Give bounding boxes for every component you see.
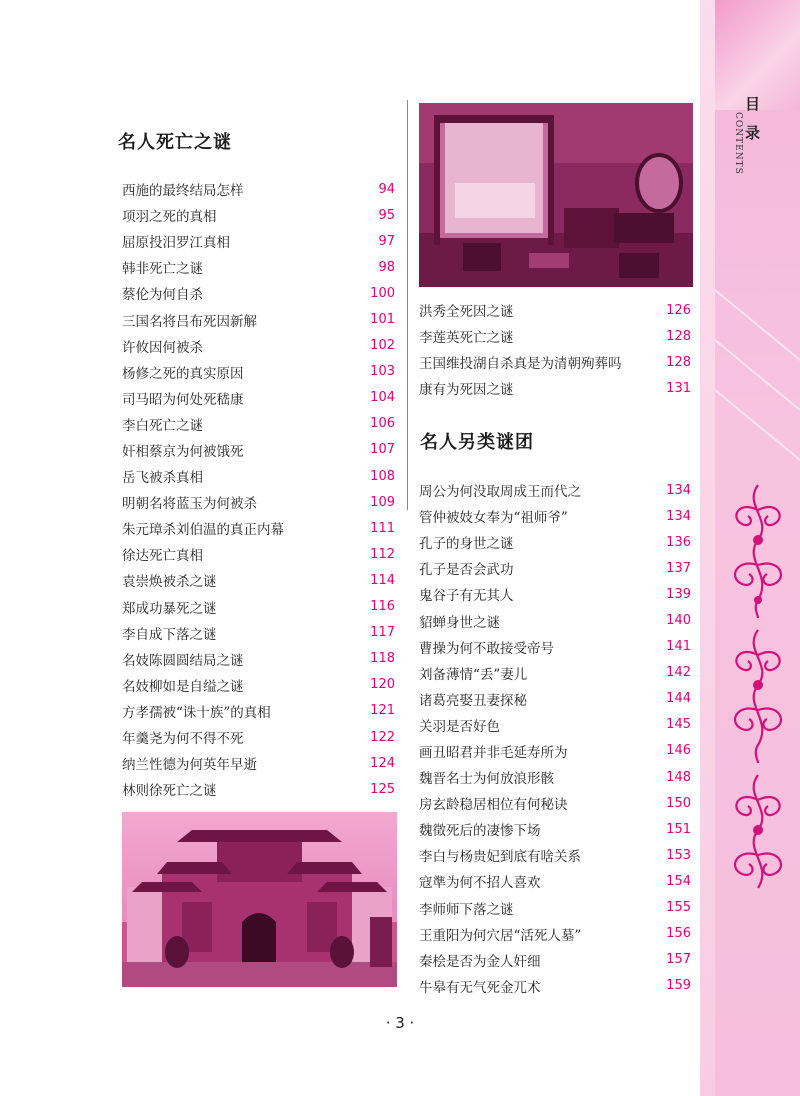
toc-entry[interactable]	[419, 764, 691, 790]
toc-entry-title: 项羽之死的真相	[122, 209, 217, 226]
toc-entry[interactable]	[122, 333, 395, 359]
toc-entry-page: 153	[666, 847, 691, 863]
toc-entry[interactable]	[419, 842, 691, 868]
toc-entry-title: 杨修之死的真实原因	[122, 365, 244, 382]
toc-entry[interactable]	[122, 228, 395, 254]
toc-entry-page: 141	[666, 639, 691, 655]
toc-entry-page: 157	[666, 952, 691, 968]
toc-entry[interactable]	[419, 375, 691, 401]
toc-entry-title: 司马昭为何处死嵇康	[122, 391, 244, 408]
toc-entry-title: 貂蝉身世之谜	[419, 614, 500, 631]
toc-entry-title: 寇準为何不招人喜欢	[419, 875, 541, 892]
toc-entry[interactable]	[122, 411, 395, 437]
toc-entry-page: 95	[378, 207, 395, 223]
toc-entry-title: 纳兰性德为何英年早逝	[122, 757, 257, 774]
toc-entry[interactable]	[419, 816, 691, 842]
toc-entry-title: 方孝孺被“诛十族”的真相	[122, 704, 271, 721]
toc-entry[interactable]	[419, 634, 691, 660]
toc-entry-title: 周公为何没取周成王而代之	[419, 484, 581, 501]
toc-entry-title: 房玄龄稳居相位有何秘诀	[419, 797, 568, 814]
toc-entry-title: 林则徐死亡之谜	[122, 783, 217, 800]
toc-entry-page: 103	[370, 364, 395, 380]
toc-entry-page: 117	[370, 625, 395, 641]
toc-entry[interactable]	[122, 254, 395, 280]
floral-ornament-icon	[718, 625, 798, 765]
toc-entry-title: 名妓陈圆圆结局之谜	[122, 652, 244, 669]
toc-entry[interactable]	[122, 724, 395, 750]
toc-entry-page: 108	[370, 468, 395, 484]
toc-entry-page: 131	[666, 380, 691, 396]
toc-entry-page: 102	[370, 338, 395, 354]
toc-entry[interactable]	[419, 712, 691, 738]
toc-entry-title: 徐达死亡真相	[122, 548, 203, 565]
toc-entry[interactable]	[419, 686, 691, 712]
toc-entry[interactable]	[419, 581, 691, 607]
toc-entry-page: 148	[666, 769, 691, 785]
toc-entry-title: 李白死亡之谜	[122, 417, 203, 434]
toc-entry-title: 魏徵死后的凄惨下场	[419, 823, 541, 840]
toc-entry[interactable]	[122, 672, 395, 698]
toc-entry-page: 144	[666, 691, 691, 707]
toc-entry[interactable]	[122, 437, 395, 463]
floral-ornament-icon	[718, 480, 798, 620]
toc-entry-page: 156	[666, 926, 691, 942]
toc-entry-title: 鬼谷子有无其人	[419, 588, 514, 605]
toc-entry-page: 98	[378, 259, 395, 275]
toc-entry-title: 康有为死因之谜	[419, 382, 514, 399]
page-number: · 3 ·	[385, 1014, 415, 1032]
toc-entry-title: 洪秀全死因之谜	[419, 304, 514, 321]
toc-entry-page: 100	[370, 285, 395, 301]
toc-entry-page: 155	[666, 900, 691, 916]
toc-entry[interactable]	[419, 477, 691, 503]
section-heading-deaths: 名人死亡之谜	[118, 132, 232, 153]
toc-entry[interactable]	[122, 776, 395, 802]
toc-entry-title: 李莲英死亡之谜	[419, 330, 514, 347]
toc-entry-page: 97	[378, 233, 395, 249]
toc-entry-title: 名妓柳如是自缢之谜	[122, 678, 244, 695]
toc-entry[interactable]	[122, 541, 395, 567]
toc-entry[interactable]	[419, 921, 691, 947]
toc-entry-page: 109	[370, 494, 395, 510]
toc-entry[interactable]	[419, 660, 691, 686]
toc-entry-title: 韩非死亡之谜	[122, 261, 203, 278]
toc-entry[interactable]	[122, 463, 395, 489]
toc-entry-page: 140	[666, 613, 691, 629]
section-heading-other-mysteries: 名人另类谜团	[420, 432, 534, 453]
sidebar-title: 目录	[743, 96, 761, 154]
toc-entry-title: 王重阳为何穴居“活死人墓”	[419, 927, 582, 944]
toc-entry[interactable]	[122, 567, 395, 593]
toc-entry-page: 128	[666, 328, 691, 344]
toc-entry-title: 诸葛亮娶丑妻探秘	[419, 692, 527, 709]
toc-entry[interactable]	[419, 323, 691, 349]
toc-entry-page: 139	[666, 586, 691, 602]
toc-entry[interactable]	[122, 359, 395, 385]
bedroom-photo	[419, 103, 693, 287]
toc-entry-title: 管仲被妓女奉为“祖师爷”	[419, 510, 568, 527]
toc-entry[interactable]	[419, 973, 691, 999]
toc-entry-page: 145	[666, 717, 691, 733]
toc-entry-title: 奸相蔡京为何被饿死	[122, 443, 244, 460]
toc-entry-page: 106	[370, 416, 395, 432]
toc-entry[interactable]	[419, 529, 691, 555]
toc-entry[interactable]	[419, 349, 691, 375]
toc-entry[interactable]	[419, 738, 691, 764]
toc-entry-title: 朱元璋杀刘伯温的真正内幕	[122, 522, 284, 539]
toc-entry-title: 李白与杨贵妃到底有啥关系	[419, 849, 581, 866]
toc-entry-page: 124	[370, 755, 395, 771]
toc-entry-page: 116	[370, 599, 395, 615]
toc-entry-title: 李自成下落之谜	[122, 626, 217, 643]
sidebar-subtitle: CONTENTS	[733, 112, 743, 175]
toc-entry-title: 牛皋有无气死金兀术	[419, 979, 541, 996]
toc-entry[interactable]	[419, 790, 691, 816]
toc-list-deaths-continued	[419, 297, 691, 401]
toc-entry-title: 年羹尧为何不得不死	[122, 731, 244, 748]
toc-entry-page: 142	[666, 665, 691, 681]
toc-entry[interactable]	[122, 646, 395, 672]
toc-entry-title: 岳飞被杀真相	[122, 470, 203, 487]
floral-ornament-icon	[718, 770, 798, 900]
toc-entry[interactable]	[419, 555, 691, 581]
toc-entry-title: 秦桧是否为金人奸细	[419, 953, 541, 970]
toc-entry[interactable]	[122, 750, 395, 776]
toc-entry-page: 122	[370, 729, 395, 745]
toc-entry-page: 121	[370, 703, 395, 719]
column-divider	[407, 100, 408, 510]
toc-entry-page: 159	[666, 978, 691, 994]
toc-entry-title: 西施的最终结局怎样	[122, 183, 244, 200]
toc-entry-title: 许攸因何被杀	[122, 339, 203, 356]
toc-entry-page: 146	[666, 743, 691, 759]
diagonal-lines-decoration	[715, 250, 800, 490]
toc-entry-title: 孔子的身世之谜	[419, 536, 514, 553]
toc-entry-page: 137	[666, 560, 691, 576]
toc-entry[interactable]	[419, 895, 691, 921]
toc-entry-page: 134	[666, 508, 691, 524]
toc-entry-title: 刘备薄情“丢”妻儿	[419, 666, 528, 683]
toc-list-other-mysteries	[419, 477, 691, 999]
toc-entry-title: 魏晋名士为何放浪形骸	[419, 771, 554, 788]
toc-entry[interactable]	[419, 868, 691, 894]
toc-entry-page: 112	[370, 546, 395, 562]
toc-entry[interactable]	[122, 176, 395, 202]
toc-entry-page: 120	[370, 677, 395, 693]
toc-entry-page: 126	[666, 302, 691, 318]
gate-photo	[122, 812, 397, 987]
toc-entry-title: 郑成功暴死之谜	[122, 600, 217, 617]
toc-entry[interactable]	[419, 503, 691, 529]
toc-entry[interactable]	[122, 515, 395, 541]
toc-entry-title: 李师师下落之谜	[419, 901, 514, 918]
toc-entry-page: 104	[370, 390, 395, 406]
toc-entry[interactable]	[122, 280, 395, 306]
toc-entry[interactable]	[419, 947, 691, 973]
toc-entry-page: 94	[378, 181, 395, 197]
toc-entry[interactable]	[122, 620, 395, 646]
toc-entry[interactable]	[122, 594, 395, 620]
side-band-top	[715, 0, 800, 110]
toc-entry-title: 王国维投湖自杀真是为清朝殉葬吗	[419, 356, 622, 373]
toc-entry-title: 袁崇焕被杀之谜	[122, 574, 217, 591]
toc-entry-title: 三国名将吕布死因新解	[122, 313, 257, 330]
toc-entry[interactable]	[122, 489, 395, 515]
toc-entry[interactable]	[122, 385, 395, 411]
toc-entry-page: 118	[370, 651, 395, 667]
toc-entry-page: 107	[370, 442, 395, 458]
toc-entry-page: 114	[370, 572, 395, 588]
toc-entry-title: 曹操为何不敢接受帝号	[419, 640, 554, 657]
toc-entry[interactable]	[122, 306, 395, 332]
toc-entry[interactable]	[419, 297, 691, 323]
toc-entry[interactable]	[122, 698, 395, 724]
toc-entry-title: 孔子是否会武功	[419, 562, 514, 579]
toc-entry-page: 154	[666, 873, 691, 889]
toc-entry-title: 屈原投汨罗江真相	[122, 235, 230, 252]
toc-entry[interactable]	[122, 202, 395, 228]
toc-entry-title: 关羽是否好色	[419, 718, 500, 735]
toc-entry-title: 蔡伦为何自杀	[122, 287, 203, 304]
toc-entry-page: 111	[370, 520, 395, 536]
toc-entry-page: 151	[666, 821, 691, 837]
toc-entry[interactable]	[419, 607, 691, 633]
toc-entry-title: 画丑昭君并非毛延寿所为	[419, 744, 568, 761]
side-stripe	[700, 0, 715, 1096]
toc-entry-page: 150	[666, 795, 691, 811]
toc-entry-page: 128	[666, 354, 691, 370]
toc-entry-title: 明朝名将蓝玉为何被杀	[122, 496, 257, 513]
toc-entry-page: 125	[370, 781, 395, 797]
toc-entry-page: 136	[666, 534, 691, 550]
toc-entry-page: 101	[370, 312, 395, 328]
toc-entry-page: 134	[666, 482, 691, 498]
toc-list-deaths	[122, 176, 395, 802]
